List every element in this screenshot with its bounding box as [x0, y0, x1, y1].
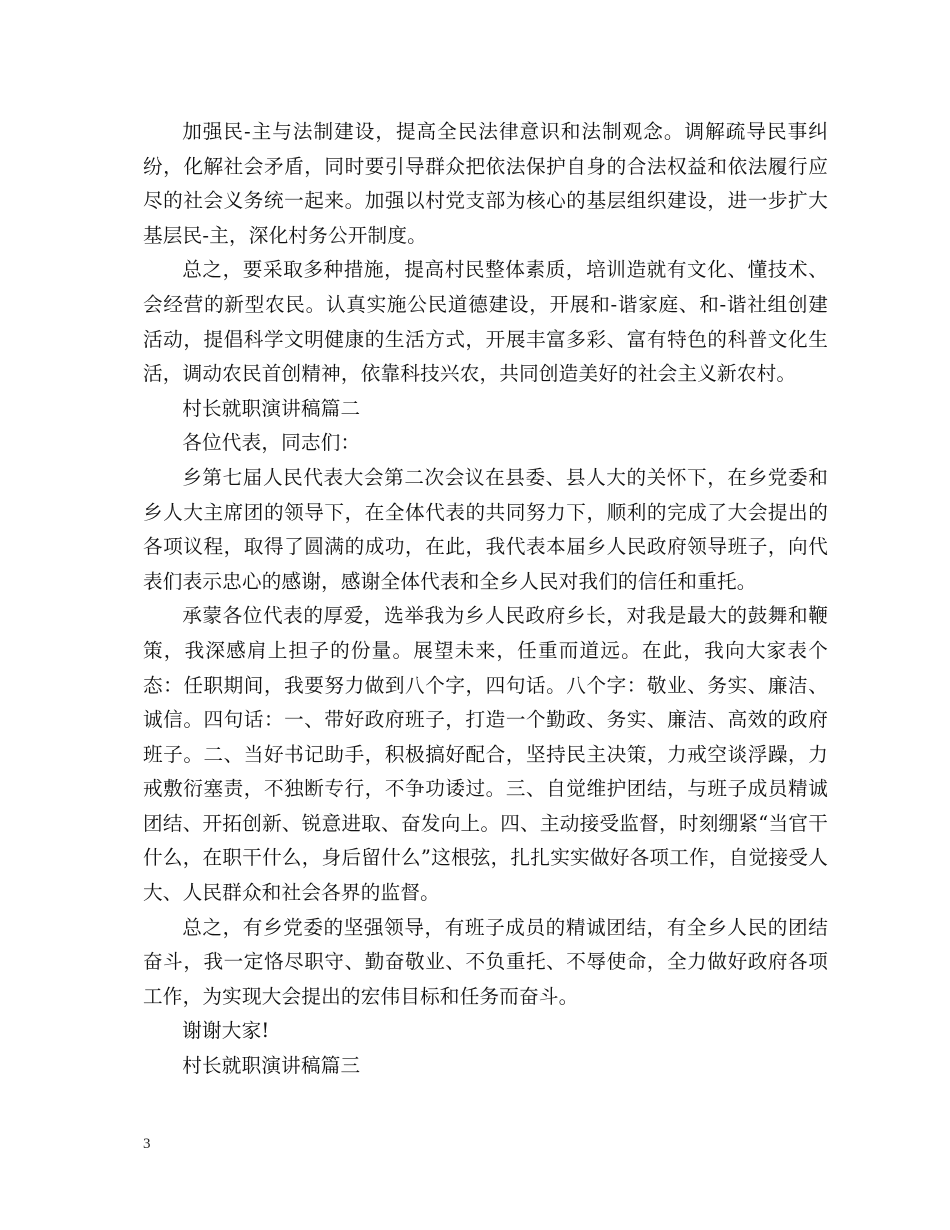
closing-thanks: 谢谢大家!	[182, 1019, 270, 1043]
paragraph-commitment: 承蒙各位代表的厚爱，选举我为乡人民政府乡长，对我是最大的鼓舞和鞭策，我深感肩上担子的份量。展望未来，任重而道远。在此，我向大家表个态：任职期间，我要努力做到八个字，四句话。八个字：敬业、务实、廉洁、诚信。四句话：一、带好政府班子，打造一个勤政、务实、廉洁、高效的政府班子。二、当好书记助手，积极搞好配合，坚持民主决策，力戒空谈浮躁，力戒敷衍塞责，不独断专行，不争功诿过。三、自觉维护团结，与班子成员精诚团结、开拓创新、锐意进取、奋发向上。四、主动接受监督，时刻绷紧“当官干什么，在职干什么，身后留什么”这根弦，扎扎实实做好各项工作，自觉接受人大、人民群众和社会各界的监督。	[143, 604, 828, 905]
section-heading-part-three: 村长就职演讲稿篇三	[182, 1054, 361, 1078]
document-body	[143, 115, 828, 1084]
paragraph-congress-thanks: 乡第七届人民代表大会第二次会议在县委、县人大的关怀下，在乡党委和乡人大主席团的领导下，在全体代表的共同努力下，顺利的完成了大会提出的各项议程，取得了圆满的成功，在此，我代表本届乡人民政府领导班子，向代表们表示忠心的感谢，感谢全体代表和全乡人民对我们的信任和重托。	[143, 465, 828, 593]
page-number: 3	[143, 1136, 151, 1152]
salutation: 各位代表，同志们：	[182, 431, 361, 455]
section-heading-part-two: 村长就职演讲稿篇二	[182, 396, 361, 420]
paragraph-summary-two: 总之，有乡党委的坚强领导，有班子成员的精诚团结，有全乡人民的团结奋斗，我一定恪尽职守、勤奋敬业、不负重托、不辱使命，全力做好政府各项工作，为实现大会提出的宏伟目标和任务而奋斗。	[143, 915, 828, 1008]
paragraph-legal-construction: 加强民-主与法制建设，提高全民法律意识和法制观念。调解疏导民事纠纷，化解社会矛盾，同时要引导群众把依法保护自身的合法权益和依法履行应尽的社会义务统一起来。加强以村党支部为核心的基层组织建设，进一步扩大基层民-主，深化村务公开制度。	[143, 120, 828, 247]
paragraph-summary-one: 总之，要采取多种措施，提高村民整体素质，培训造就有文化、懂技术、会经营的新型农民。认真实施公民道德建设，开展和-谐家庭、和-谐社组创建活动，提倡科学文明健康的生活方式，开展丰富多彩、富有特色的科普文化生活，调动农民首创精神，依靠科技兴农，共同创造美好的社会主义新农村。	[143, 258, 828, 386]
